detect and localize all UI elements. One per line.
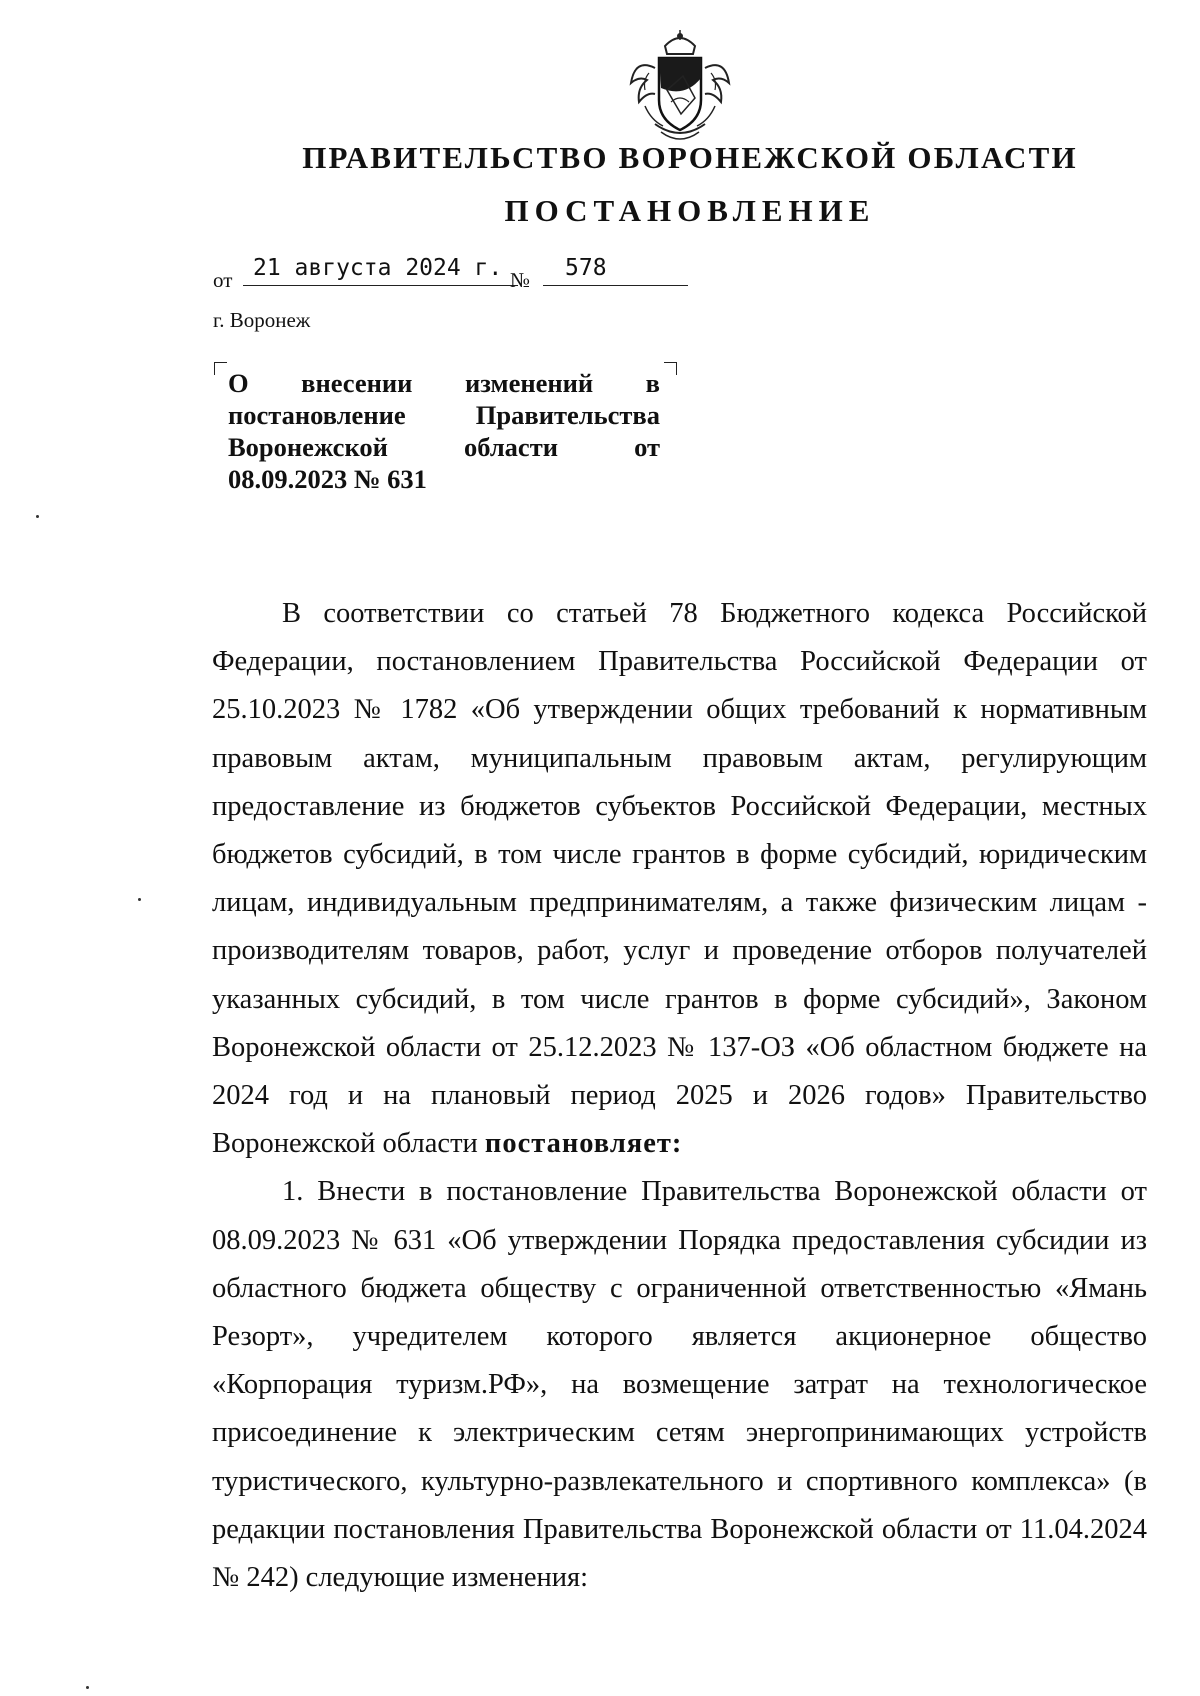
body-line: правовым актам, муниципальным правовым актам, регулирующим xyxy=(212,742,1147,774)
body-line: областного бюджета обществу с ограниченной ответственностью «Ямань xyxy=(212,1272,1147,1304)
body-line: 25.10.2023 № 1782 «Об утверждении общих требований к нормативным xyxy=(212,694,1147,726)
subject-line: постановление Правительства xyxy=(228,400,660,430)
body-line: бюджетов субсидий, в том числе грантов в форме субсидий, юридическим xyxy=(212,839,1147,871)
scan-speck xyxy=(36,515,39,518)
body-line: «Корпорация туризм.РФ», на возмещение затрат на технологическое xyxy=(212,1369,1147,1401)
body-line: предоставление из бюджетов субъектов Российской Федерации, местных xyxy=(212,790,1147,822)
scan-speck xyxy=(138,898,141,901)
body-line: указанных субсидий, в том числе грантов в форме субсидий», Законом xyxy=(212,983,1147,1015)
document-date: 21 августа 2024 г. xyxy=(243,254,518,286)
body-line: № 242) следующие изменения: xyxy=(212,1562,589,1594)
body-line: Резорт», учредителем которого является акционерное общество xyxy=(212,1321,1147,1353)
body-line: В соответствии со статьей 78 Бюджетного кодекса Российской xyxy=(282,598,1147,629)
body-line: туристического, культурно-развлекательного и спортивного комплекса» (в xyxy=(212,1465,1147,1497)
body-line: Воронежской области от 25.12.2023 № 137-ОЗ «Об областном бюджете на xyxy=(212,1031,1147,1063)
body-line: редакции постановления Правительства Воронежской области от 11.04.2024 xyxy=(212,1513,1147,1545)
subject-line: О внесении изменений в xyxy=(228,368,660,398)
document-body xyxy=(212,590,1147,1602)
date-number-line xyxy=(213,254,693,290)
body-line: 2024 год и на плановый период 2025 и 2026 годов» Правительство xyxy=(212,1080,1147,1112)
body-text-plain: Воронежской области xyxy=(212,1128,485,1160)
coat-of-arms-icon xyxy=(625,28,735,148)
resolves-keyword: постановляет: xyxy=(484,1128,683,1160)
scan-speck xyxy=(86,1686,89,1689)
document-type-title: ПОСТАНОВЛЕНИЕ xyxy=(504,193,876,228)
document-number: 578 xyxy=(543,254,688,286)
number-label: № xyxy=(510,268,531,292)
body-line: 1. Внести в постановление Правительства Воронежской области от xyxy=(282,1176,1147,1208)
subject-corner-left xyxy=(214,362,227,375)
body-line: лицам, индивидуальным предпринимателям, а также физическим лицам - xyxy=(212,887,1147,919)
body-line: Федерации, постановлением Правительства Российской Федерации от xyxy=(212,646,1147,678)
body-line: производителям товаров, работ, услуг и проведение отборов получателей xyxy=(212,935,1147,967)
document-subject xyxy=(228,367,660,495)
subject-line: Воронежской области от xyxy=(228,432,660,462)
date-from-label: от xyxy=(213,268,233,292)
body-line: присоединение к электрическим сетям энергопринимающих устройств xyxy=(212,1417,1147,1449)
body-line: 08.09.2023 № 631 «Об утверждении Порядка предоставления субсидии из xyxy=(212,1224,1147,1256)
city-name: г. Воронеж xyxy=(213,308,311,332)
government-title: ПРАВИТЕЛЬСТВО ВОРОНЕЖСКОЙ ОБЛАСТИ xyxy=(302,140,1078,175)
subject-corner-right xyxy=(664,362,677,375)
body-line-resolves xyxy=(212,1120,1147,1168)
subject-line: 08.09.2023 № 631 xyxy=(228,464,427,494)
